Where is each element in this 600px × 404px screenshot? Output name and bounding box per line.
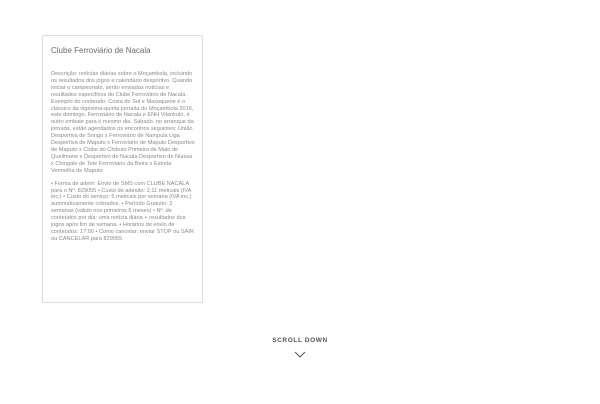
chevron-down-icon <box>294 351 306 358</box>
card-title: Clube Ferroviário de Nacala <box>51 46 151 55</box>
card-body <box>51 71 195 243</box>
card-description: Descrição: notícias diárias sobre o Moçambola, incluindo os resultados dos jogos e calendário desportivo. Quando iniciar o campeonato, serão enviadas notícias e resultados específicos do Clube Ferroviário de Nacala. <box>51 71 193 98</box>
scroll-down-label: SCROLL DOWN <box>272 337 328 344</box>
scroll-down-button[interactable] <box>250 336 350 366</box>
card-example: Exemplo do conteúdo: Costa do Sol e Maxaquene é o clássico da vigésima-quinta jornada do Moçambola 2016, este domingo. Ferroviário de Nacala e ENH Vilankulo, é outro embate para o mesmo dia. Sábado, no arranque da jornada, estão agendados os encontros seguintes: União Desportiva de Songo x Ferroviário de Nampula Liga Desportiva de Maputo x Ferroviário de Maputo Desportivo de Maputo x Clube do Chibuto Primeiro de Maio de Quelimane x Desportivo de Nacala Desportivo de Niassa x Chingale de Tete Ferroviário da Beira x Estrela Vermelha de Maputo <box>51 98 195 174</box>
service-card <box>42 35 203 303</box>
card-details: • Forma de aderir: Envio de SMS com CLUBE NACALA para o Nº. 829055 • Custo de adesão: 2,11 meticais (IVA inc.) • Custo do serviço: 5 meticais por semana (IVA inc.) automaticamente cobrados. • Período Gratuito: 2 semanas (válido nos primeiros 6 meses) • Nº. de conteúdos por dia: uma notícia diária + resultados dos jogos após fim de semana. • Horários de envio de conteúdos: 17:00 • Como cancelar: enviar STOP ou SAIR ou CANCELAR para 829055 <box>51 180 194 242</box>
